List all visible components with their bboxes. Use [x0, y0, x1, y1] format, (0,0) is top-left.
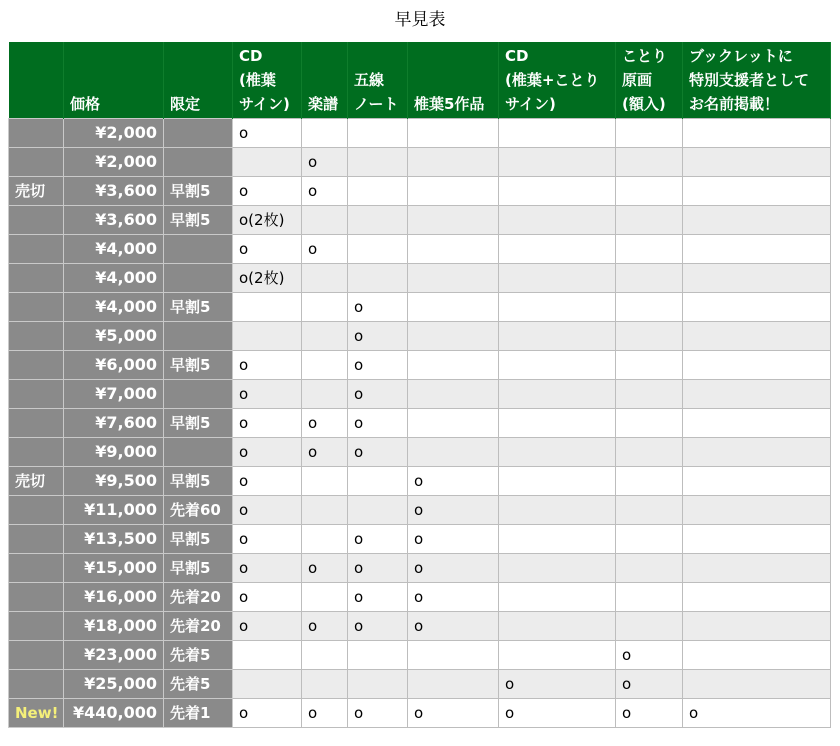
- cell-price: ¥9,000: [64, 438, 164, 467]
- cell-price: ¥7,000: [64, 380, 164, 409]
- quick-reference-table: [8, 42, 831, 728]
- cell-price: ¥23,000: [64, 641, 164, 670]
- cell-works5: o: [408, 525, 499, 554]
- cell-status: [9, 554, 64, 583]
- cell-notebook: o: [348, 409, 408, 438]
- cell-original: [616, 351, 683, 380]
- cell-limited: [164, 380, 233, 409]
- cell-limited: [164, 119, 233, 148]
- cell-booklet: [683, 235, 831, 264]
- cell-cd-both: [499, 206, 616, 235]
- cell-notebook: [348, 670, 408, 699]
- cell-price: ¥16,000: [64, 583, 164, 612]
- cell-cd-sign: o(2枚): [233, 264, 302, 293]
- cell-original: [616, 525, 683, 554]
- cell-works5: [408, 351, 499, 380]
- cell-price: ¥11,000: [64, 496, 164, 525]
- cell-cd-both: [499, 235, 616, 264]
- table-row: [9, 641, 831, 670]
- cell-status: [9, 235, 64, 264]
- cell-original: [616, 206, 683, 235]
- table-row: [9, 612, 831, 641]
- table-row: [9, 583, 831, 612]
- cell-original: o: [616, 670, 683, 699]
- cell-cd-both: [499, 148, 616, 177]
- header-row: [9, 42, 831, 119]
- cell-booklet: [683, 583, 831, 612]
- table-row: [9, 409, 831, 438]
- cell-price: ¥6,000: [64, 351, 164, 380]
- cell-cd-both: o: [499, 699, 616, 728]
- cell-notebook: [348, 235, 408, 264]
- header-price: 価格: [64, 42, 164, 119]
- cell-limited: 早割5: [164, 351, 233, 380]
- cell-booklet: [683, 438, 831, 467]
- cell-limited: 先着5: [164, 670, 233, 699]
- cell-booklet: [683, 554, 831, 583]
- table-body: [9, 119, 831, 728]
- table-row: [9, 264, 831, 293]
- cell-price: ¥4,000: [64, 264, 164, 293]
- cell-original: o: [616, 699, 683, 728]
- cell-booklet: [683, 525, 831, 554]
- cell-status: [9, 293, 64, 322]
- cell-cd-sign: [233, 293, 302, 322]
- cell-cd-both: [499, 119, 616, 148]
- cell-limited: 早割5: [164, 554, 233, 583]
- cell-original: [616, 438, 683, 467]
- cell-cd-sign: o: [233, 467, 302, 496]
- header-original: ことり 原画 (額入): [616, 42, 683, 119]
- cell-status: [9, 380, 64, 409]
- cell-works5: [408, 641, 499, 670]
- cell-cd-sign: o: [233, 525, 302, 554]
- cell-score: [302, 264, 348, 293]
- cell-status: 売切: [9, 177, 64, 206]
- cell-works5: o: [408, 612, 499, 641]
- cell-cd-both: [499, 525, 616, 554]
- cell-cd-sign: o: [233, 612, 302, 641]
- cell-original: [616, 148, 683, 177]
- cell-cd-sign: o: [233, 177, 302, 206]
- cell-status: [9, 148, 64, 177]
- cell-works5: o: [408, 554, 499, 583]
- cell-cd-sign: o: [233, 554, 302, 583]
- header-cd-sign: CD (椎葉 サイン): [233, 42, 302, 119]
- header-notebook: 五線 ノート: [348, 42, 408, 119]
- cell-original: [616, 322, 683, 351]
- cell-cd-both: o: [499, 670, 616, 699]
- cell-cd-sign: o: [233, 351, 302, 380]
- cell-booklet: [683, 177, 831, 206]
- cell-score: o: [302, 438, 348, 467]
- cell-booklet: [683, 409, 831, 438]
- table-row: [9, 496, 831, 525]
- cell-status: [9, 583, 64, 612]
- cell-score: [302, 206, 348, 235]
- cell-cd-both: [499, 438, 616, 467]
- cell-cd-both: [499, 612, 616, 641]
- cell-cd-both: [499, 467, 616, 496]
- table-row: [9, 293, 831, 322]
- cell-works5: [408, 206, 499, 235]
- cell-score: [302, 525, 348, 554]
- cell-limited: 先着5: [164, 641, 233, 670]
- cell-works5: [408, 148, 499, 177]
- page-title: 早見表: [394, 10, 446, 30]
- cell-booklet: [683, 641, 831, 670]
- cell-status: [9, 438, 64, 467]
- cell-original: [616, 177, 683, 206]
- cell-cd-both: [499, 322, 616, 351]
- cell-booklet: [683, 293, 831, 322]
- table-row: [9, 351, 831, 380]
- cell-status: [9, 525, 64, 554]
- cell-score: o: [302, 177, 348, 206]
- cell-score: o: [302, 148, 348, 177]
- table-row: [9, 380, 831, 409]
- cell-status: New!: [9, 699, 64, 728]
- cell-works5: o: [408, 467, 499, 496]
- cell-booklet: [683, 119, 831, 148]
- cell-score: o: [302, 699, 348, 728]
- cell-limited: 先着60: [164, 496, 233, 525]
- cell-score: [302, 496, 348, 525]
- table-row: [9, 322, 831, 351]
- cell-cd-sign: o(2枚): [233, 206, 302, 235]
- header-limited: 限定: [164, 42, 233, 119]
- cell-price: ¥9,500: [64, 467, 164, 496]
- cell-cd-both: [499, 496, 616, 525]
- table-row: [9, 699, 831, 728]
- cell-booklet: [683, 206, 831, 235]
- cell-status: [9, 670, 64, 699]
- table-row: [9, 670, 831, 699]
- cell-cd-sign: o: [233, 699, 302, 728]
- cell-score: [302, 293, 348, 322]
- cell-status: 売切: [9, 467, 64, 496]
- cell-notebook: o: [348, 525, 408, 554]
- cell-notebook: o: [348, 322, 408, 351]
- table-row: [9, 554, 831, 583]
- table-row: [9, 148, 831, 177]
- cell-booklet: [683, 496, 831, 525]
- header-cd-both: CD (椎葉+ことり サイン): [499, 42, 616, 119]
- table-row: [9, 438, 831, 467]
- cell-booklet: [683, 264, 831, 293]
- cell-status: [9, 496, 64, 525]
- cell-price: ¥3,600: [64, 177, 164, 206]
- cell-status: [9, 641, 64, 670]
- cell-cd-sign: [233, 148, 302, 177]
- cell-works5: o: [408, 583, 499, 612]
- cell-limited: 早割5: [164, 467, 233, 496]
- cell-works5: o: [408, 699, 499, 728]
- cell-status: [9, 206, 64, 235]
- table-row: [9, 467, 831, 496]
- cell-limited: [164, 148, 233, 177]
- cell-status: [9, 351, 64, 380]
- cell-cd-sign: o: [233, 235, 302, 264]
- cell-score: [302, 322, 348, 351]
- cell-limited: [164, 264, 233, 293]
- cell-limited: 早割5: [164, 409, 233, 438]
- header-status: [9, 42, 64, 119]
- cell-cd-sign: o: [233, 380, 302, 409]
- cell-status: [9, 612, 64, 641]
- cell-works5: o: [408, 496, 499, 525]
- cell-cd-both: [499, 177, 616, 206]
- cell-cd-both: [499, 293, 616, 322]
- cell-price: ¥3,600: [64, 206, 164, 235]
- cell-score: [302, 351, 348, 380]
- cell-notebook: [348, 467, 408, 496]
- cell-works5: [408, 409, 499, 438]
- cell-price: ¥15,000: [64, 554, 164, 583]
- cell-works5: [408, 293, 499, 322]
- cell-score: [302, 583, 348, 612]
- cell-notebook: o: [348, 380, 408, 409]
- cell-booklet: [683, 148, 831, 177]
- cell-price: ¥5,000: [64, 322, 164, 351]
- cell-limited: 早割5: [164, 293, 233, 322]
- cell-score: [302, 641, 348, 670]
- cell-limited: [164, 438, 233, 467]
- cell-score: [302, 119, 348, 148]
- cell-price: ¥4,000: [64, 235, 164, 264]
- cell-notebook: [348, 177, 408, 206]
- cell-price: ¥2,000: [64, 148, 164, 177]
- cell-cd-both: [499, 583, 616, 612]
- cell-score: o: [302, 409, 348, 438]
- cell-booklet: [683, 467, 831, 496]
- cell-booklet: [683, 380, 831, 409]
- cell-notebook: [348, 119, 408, 148]
- cell-notebook: [348, 206, 408, 235]
- cell-works5: [408, 322, 499, 351]
- cell-cd-both: [499, 554, 616, 583]
- cell-works5: [408, 670, 499, 699]
- cell-notebook: o: [348, 438, 408, 467]
- cell-notebook: [348, 148, 408, 177]
- cell-cd-sign: o: [233, 496, 302, 525]
- cell-original: [616, 264, 683, 293]
- cell-works5: [408, 264, 499, 293]
- table-row: [9, 119, 831, 148]
- cell-limited: 早割5: [164, 206, 233, 235]
- cell-cd-sign: [233, 322, 302, 351]
- cell-cd-both: [499, 641, 616, 670]
- cell-cd-sign: o: [233, 119, 302, 148]
- cell-original: [616, 467, 683, 496]
- header-works5: 椎葉5作品: [408, 42, 499, 119]
- cell-booklet: [683, 670, 831, 699]
- cell-limited: 早割5: [164, 177, 233, 206]
- cell-cd-both: [499, 264, 616, 293]
- cell-notebook: [348, 641, 408, 670]
- cell-original: [616, 612, 683, 641]
- cell-notebook: o: [348, 554, 408, 583]
- cell-price: ¥4,000: [64, 293, 164, 322]
- cell-original: [616, 293, 683, 322]
- table-row: [9, 235, 831, 264]
- cell-cd-sign: [233, 641, 302, 670]
- table-row: [9, 206, 831, 235]
- cell-limited: 先着1: [164, 699, 233, 728]
- cell-notebook: o: [348, 293, 408, 322]
- cell-score: [302, 670, 348, 699]
- cell-cd-both: [499, 351, 616, 380]
- cell-price: ¥7,600: [64, 409, 164, 438]
- cell-status: [9, 409, 64, 438]
- cell-cd-sign: o: [233, 409, 302, 438]
- cell-cd-sign: [233, 670, 302, 699]
- cell-cd-both: [499, 380, 616, 409]
- cell-original: [616, 380, 683, 409]
- cell-status: [9, 119, 64, 148]
- header-booklet: ブックレットに 特別支援者として お名前掲載！: [683, 42, 831, 119]
- cell-booklet: [683, 351, 831, 380]
- cell-notebook: o: [348, 699, 408, 728]
- cell-price: ¥13,500: [64, 525, 164, 554]
- cell-limited: [164, 322, 233, 351]
- cell-notebook: o: [348, 612, 408, 641]
- cell-works5: [408, 119, 499, 148]
- cell-status: [9, 322, 64, 351]
- cell-works5: [408, 438, 499, 467]
- cell-status: [9, 264, 64, 293]
- cell-booklet: [683, 322, 831, 351]
- cell-original: o: [616, 641, 683, 670]
- cell-notebook: o: [348, 351, 408, 380]
- cell-original: [616, 409, 683, 438]
- cell-notebook: [348, 264, 408, 293]
- table-row: [9, 525, 831, 554]
- cell-price: ¥18,000: [64, 612, 164, 641]
- cell-price: ¥25,000: [64, 670, 164, 699]
- cell-original: [616, 583, 683, 612]
- cell-limited: 先着20: [164, 583, 233, 612]
- cell-score: o: [302, 554, 348, 583]
- cell-booklet: o: [683, 699, 831, 728]
- cell-limited: 早割5: [164, 525, 233, 554]
- cell-limited: [164, 235, 233, 264]
- cell-cd-sign: o: [233, 583, 302, 612]
- cell-price: ¥440,000: [64, 699, 164, 728]
- cell-score: o: [302, 235, 348, 264]
- cell-limited: 先着20: [164, 612, 233, 641]
- cell-cd-both: [499, 409, 616, 438]
- cell-original: [616, 235, 683, 264]
- cell-works5: [408, 235, 499, 264]
- cell-booklet: [683, 612, 831, 641]
- cell-score: [302, 380, 348, 409]
- cell-price: ¥2,000: [64, 119, 164, 148]
- cell-notebook: [348, 496, 408, 525]
- table-row: [9, 177, 831, 206]
- cell-original: [616, 119, 683, 148]
- cell-works5: [408, 380, 499, 409]
- header-score: 楽譜: [302, 42, 348, 119]
- cell-original: [616, 554, 683, 583]
- cell-works5: [408, 177, 499, 206]
- cell-score: [302, 467, 348, 496]
- cell-cd-sign: o: [233, 438, 302, 467]
- cell-score: o: [302, 612, 348, 641]
- cell-original: [616, 496, 683, 525]
- cell-notebook: o: [348, 583, 408, 612]
